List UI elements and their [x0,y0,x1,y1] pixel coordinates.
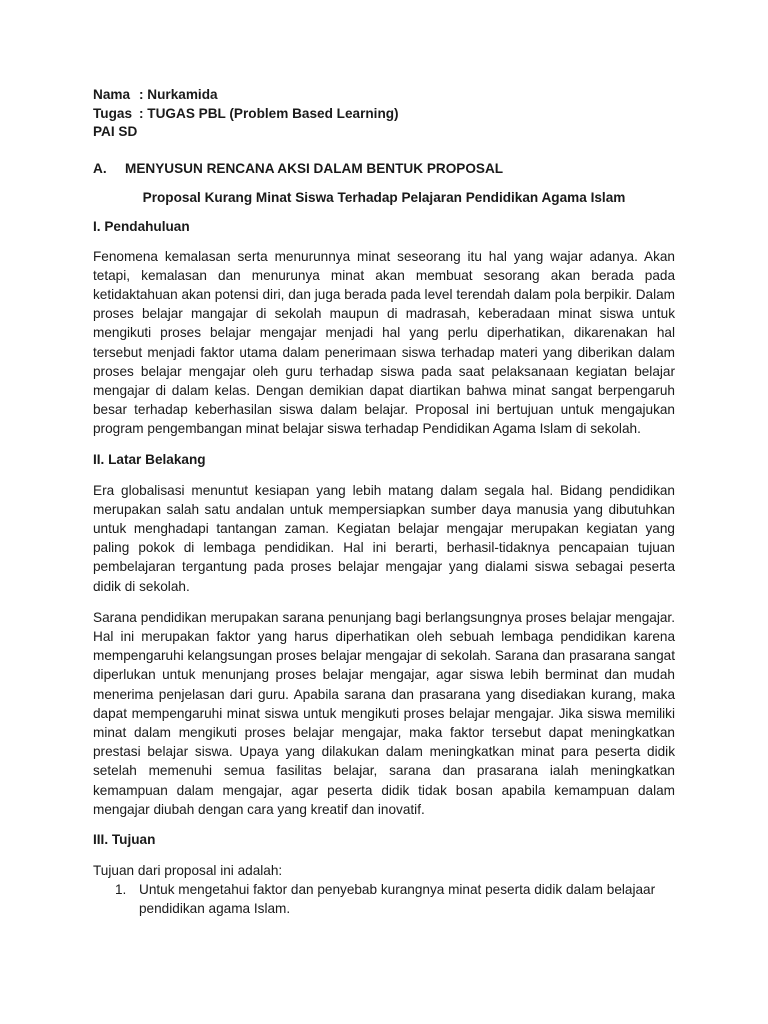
tujuan-list [93,880,675,918]
tugas-value: : TUGAS PBL (Problem Based Learning) [139,105,399,121]
nama-line [93,86,675,105]
latar-belakang-paragraph-1: Era globalisasi menuntut kesiapan yang lebih matang dalam segala hal. Bidang pendidikan merupakan salah satu andalan untuk mempersiapkan sumber daya manusia yang dibutuhkan untuk menghadapi tantangan zaman. Kegiatan belajar mengajar merupakan kegiatan yang paling pokok di lembaga pendidikan. Hal ini berarti, berhasil-tidaknya pencapaian tujuan pembelajaran tergantung pada proses belajar mengajar yang dialami siswa sebagai peserta didik di sekolah. [93,482,675,594]
tugas-key: Tugas [93,105,133,121]
list-item-text: Untuk mengetahui faktor dan penyebab kurangnya minat peserta didik dalam belajaar pendidikan agama Islam. [139,882,656,917]
proposal-title: Proposal Kurang Minat Siswa Terhadap Pelajaran Pendidikan Agama Islam [142,189,626,205]
list-item-number: 1. [115,882,127,898]
section-a-heading [93,160,675,178]
tugas-line [93,105,675,124]
pendahuluan-paragraph: Fenomena kemalasan serta menurunnya minat seseorang itu hal yang wajar adanya. Akan tetapi, kemalasan dan menurunya minat akan membuat sesorang akan berada pada ketidaktahuan akan potensi diri, dan juga berada pada level terendah dalam pola berpikir. Dalam proses belajar mangajar di sekolah maupun di madrasah, keberadaan minat siswa untuk mengikuti proses belajar mengajar menjadi hal yang perlu diperhatikan, dikarenakan hal tersebut menjadi faktor utama dalam penerimaan siswa terhadap materi yang diberikan dalam proses belajar mengajar oleh guru terhadap siswa pada saat pelaksanaan kegiatan belajar mengajar di dalam kelas. Dengan demikian dapat diartikan bahwa minat sangat berpengaruh besar terhadap keberhasilan siswa dalam belajar. Proposal ini bertujuan untuk mengajukan program pengembangan minat belajar siswa terhadap Pendidikan Agama Islam di sekolah. [93,248,675,437]
latar-belakang-heading: II. Latar Belakang [93,451,206,467]
section-a-number: A. [93,160,107,176]
tujuan-intro: Tujuan dari proposal ini adalah: [93,862,283,878]
nama-key: Nama [93,87,131,102]
section-a-title: MENYUSUN RENCANA AKSI DALAM BENTUK PROPOSAL [125,160,504,176]
list-item [93,880,675,918]
tujuan-heading: III. Tujuan [93,831,156,847]
pendahuluan-heading: I. Pendahuluan [93,218,190,234]
nama-value: : Nurkamida [139,87,218,102]
latar-belakang-paragraph-2: Sarana pendidikan merupakan sarana penunjang bagi berlangsungnya proses belajar mengajar. Hal ini merupakan faktor yang harus diperhatikan oleh sebuah lembaga pendidikan karena mempengaruhi kelangsungan proses belajar mengajar di sekolah. Sarana dan prasarana sangat diperlukan untuk menunjang proses belajar mengajar, agar siswa lebih berminat dan mudah menerima penjelasan dari guru. Apabila sarana dan prasarana yang disediakan kurang, maka dapat mempengaruhi minat siswa untuk mengikuti proses belajar mengajar. Jika siswa memiliki minat dalam mengikuti proses belajar mengajar, maka faktor tersebut dapat meningkatkan prestasi belajar siswa. Upaya yang dilakukan dalam meningkatkan minat para peserta didik setelah memenuhi semua fasilitas belajar, sarana dan prasarana ialah meningkatkan kemampuan dalam mengajar, agar peserta didik tidak bosan apabila kemampuan dalam mengajar diubah dengan cara yang kreatif dan inovatif. [93,609,675,817]
class-label: PAI SD [93,124,138,139]
